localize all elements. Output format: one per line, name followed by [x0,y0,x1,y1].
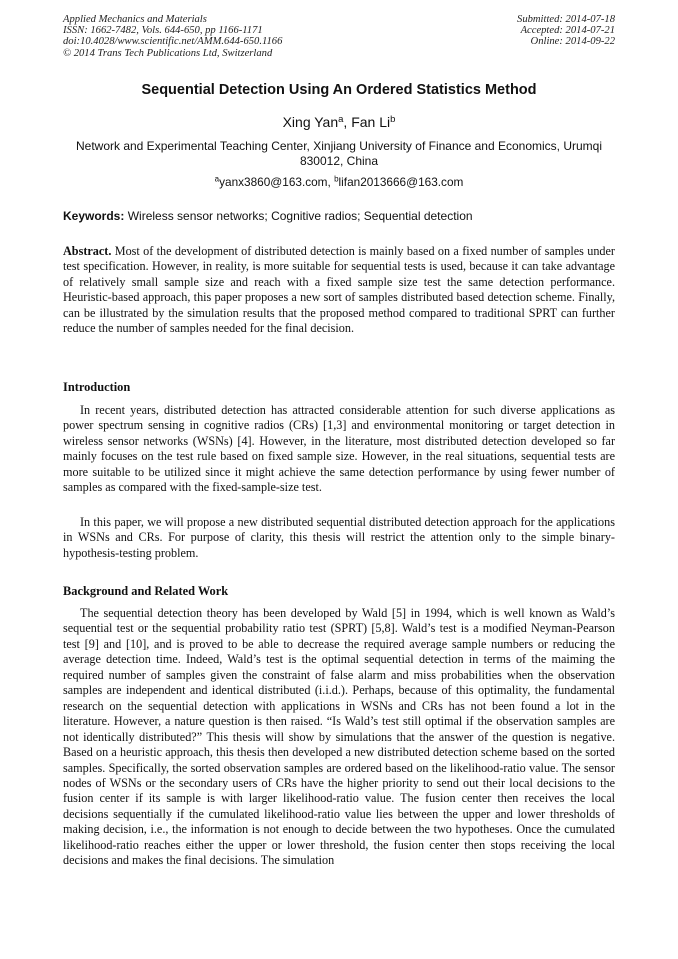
issn-line: ISSN: 1662-7482, Vols. 644-650, pp 1166-1171 [63,25,263,37]
keywords-text: Wireless sensor networks; Cognitive radios; Sequential detection [127,209,473,223]
affiliation: Network and Experimental Teaching Center, Xinjiang University of Finance and Economics, Urumqi 830012, China [75,139,603,168]
abstract-label: Abstract. [63,244,112,258]
copyright-line: © 2014 Trans Tech Publications Ltd, Switzerland [63,47,273,59]
email-address: yanx3860@163.com [219,175,328,189]
keywords-label: Keywords: [63,209,125,223]
author-separator: , [343,114,352,130]
email-address: lifan2013666@163.com [338,175,464,189]
email-superscript: a [214,174,220,184]
submitted-date: Submitted: 2014-07-18 [517,14,615,25]
publication-dates [517,14,615,48]
introduction-paragraph: In recent years, distributed detection has attracted considerable attention for such diverse applications as power spectrum sensing in cognitive radios (CRs) [1,3] and environmental monitoring or target detection in wireless sensor networks (WSNs) [4]. However, in the literature, most distributed detection developed so far mainly focuses on the test rule based on fixed sample size. However, in the real situations, sequential tests are more suitable to be utilized since it might achieve the same detection performance by using fewer number of samples as compared with the fixed-sample-size test. [63,403,615,495]
section-heading-background: Background and Related Work [63,584,229,598]
paper-title: Sequential Detection Using An Ordered Statistics Method [141,82,537,98]
introduction-paragraph: In this paper, we will propose a new distributed sequential distributed detection approach for the applications in WSNs and CRs. For purpose of clarity, this thesis will restrict the attention only to the simple binary-hypothesis-testing problem. [63,515,615,560]
abstract [63,244,615,337]
section-heading-introduction: Introduction [63,380,131,394]
author-superscript: a [338,113,344,125]
accepted-date: Accepted: 2014-07-21 [520,25,615,37]
email-superscript: b [334,174,339,184]
author-list [0,114,678,130]
author-name: Fan Li [351,114,391,130]
background-paragraph: The sequential detection theory has been developed by Wald [5] in 1994, which is well known as Wald’s sequential test or the sequential probability ratio test (SPRT) [5,8]. Wald’s test is a modified Neyman-Pearson test [9] and [10], and is proved to be able to decrease the required average sample numbers or reducing the average detection time. Indeed, Wald’s test is the optimal sequential detection in terms of the maiming the required number of samples given the constraint of false alarm and miss probabilities when the observation samples are independent and identical distributed (i.i.d.). Perhaps, because of this optimality, the fundamental research on the sequential detection with applications in WSNs and CRs has not been found a lot in the literature. However, a nature question is then raised. “Is Wald’s test still optimal if the observation samples are not identically distributed?” This thesis will show by simulations that the answer of the question is negative. Based on a heuristic approach, this thesis then developed a new distributed detection scheme based on the sorted samples. Specifically, the sorted observation samples are ordered based on the likelihood-ratio value. The sensor nodes of WSNs or the secondary users of CRs have the higher priority to send out their local decisions to the fusion center if its sample is with larger likelihood-ratio value. The fusion center then receives the local decisions sequentially if the cumulated likelihood-ratio value lies between the upper and lower thresholds of making decision, i.e., the information is not enough to decide between the two hypotheses. Once the cumulated likelihood-ratio reaches either the upper or lower threshold, the fusion center then stops receiving the local decisions and makes the final decisions. The simulation [63,606,615,868]
keywords [63,209,615,223]
doi-line: doi:10.4028/www.scientific.net/AMM.644-650.1166 [63,36,283,48]
journal-info [63,14,282,59]
online-date: Online: 2014-09-22 [530,36,615,48]
email-separator: , [327,175,335,189]
abstract-text: Most of the development of distributed detection is mainly based on a fixed number of samples under test specification. However, in reality, is more suitable for sequential tests is used, because it can take advantage of relatively small sample size and reach with a fixed sample size test the same detection performance. Heuristic-based approach, this paper proposes a new sort of samples distributed based detection scheme. Finally, can be illustrated by the simulation results that the proposed method compared to traditional SPRT can further reduce the number of samples needed for the final decision. [63,244,615,336]
journal-name: Applied Mechanics and Materials [63,14,207,25]
author-name: Xing Yan [282,114,339,130]
author-emails [0,175,678,189]
author-superscript: b [390,113,396,125]
